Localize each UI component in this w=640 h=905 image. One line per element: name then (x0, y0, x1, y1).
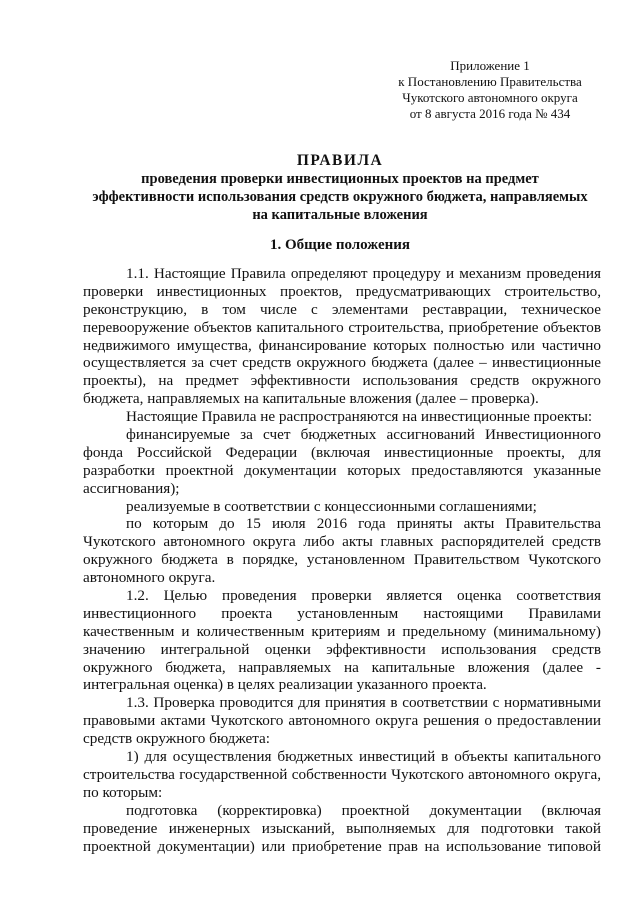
body-line: Чукотского автономного округа либо акты главных распорядителей средств (83, 533, 601, 551)
body-line: осуществляется за счет средств окружного бюджета (далее – инвестиционные (83, 354, 601, 372)
appendix-line: от 8 августа 2016 года № 434 (409, 106, 571, 121)
appendix-block (380, 58, 600, 122)
body-line: средств окружного бюджета: (83, 730, 271, 748)
body-line: недвижимого имущества, финансирование которых полностью или частично (83, 336, 601, 354)
body-line: окружного бюджета в порядке, установленном Правительством Чукотского (83, 551, 601, 569)
body-line: 1.2. Целью проведения проверки является оценка соответствия (126, 587, 601, 605)
body-line: проведение инженерных изысканий, выполняемых для подготовки такой (83, 819, 601, 837)
body-line: по которым: (83, 783, 163, 801)
body-line: фонда Российской Федерации (включая инвестиционные проекты, для (83, 443, 601, 461)
body-line: автономного округа. (83, 569, 216, 587)
subtitle-line: эффективности использования средств окружного бюджета, направляемых (92, 189, 588, 205)
body-line: Настоящие Правила не распространяются на инвестиционные проекты: (126, 408, 593, 426)
body-line: ассигнования); (83, 479, 180, 497)
body-line: интегральная оценка) в целях реализации указанного проекта. (83, 676, 487, 694)
body-line: значению интегральной оценки эффективности использования средств (83, 640, 601, 658)
section-heading: 1. Общие положения (269, 237, 411, 253)
appendix-line: к Постановлению Правительства (398, 74, 582, 89)
body-line: правовыми актами Чукотского автономного округа решения о предоставлении (83, 712, 601, 730)
body-line: разработки проектной документации которых предоставляются указанные (83, 461, 601, 479)
body-line: финансируемые за счет бюджетных ассигнований Инвестиционного (126, 426, 601, 444)
body-line: по которым до 15 июля 2016 года приняты акты Правительства (126, 515, 601, 533)
body-line: инвестиционного проекта установленным настоящими Правилами (83, 604, 601, 622)
document-title: ПРАВИЛА (296, 152, 384, 169)
body-line: строительства государственной собственности Чукотского автономного округа, (83, 765, 601, 783)
appendix-line: Приложение 1 (450, 58, 530, 73)
body-line: качественным и количественным критериям и предельному (минимальному) (83, 622, 601, 640)
appendix-line: Чукотского автономного округа (402, 90, 578, 105)
body-line: подготовка (корректировка) проектной документации (включая (126, 801, 601, 819)
body-line: проектной документации) или приобретение прав на использование типовой (83, 837, 601, 855)
body-line: 1.1. Настоящие Правила определяют процедуру и механизм проведения (126, 265, 601, 282)
body-line: перевооружение объектов капитального строительства, приобретение объектов (83, 318, 601, 336)
subtitle-line: на капитальные вложения (252, 207, 428, 223)
body-line: 1) для осуществления бюджетных инвестиций в объекты капитального (126, 748, 601, 766)
body-text (83, 265, 601, 855)
body-line: 1.3. Проверка проводится для принятия в соответствии с нормативными (126, 694, 601, 712)
body-line: бюджета, направляемых на капитальные вложения (далее – проверка). (83, 390, 539, 408)
body-line: проверки инвестиционных проектов, предусматривающих строительство, (83, 282, 601, 300)
subtitle-line: проведения проверки инвестиционных проектов на предмет (141, 171, 539, 187)
body-line: реализуемые в соответствии с концессионными соглашениями; (126, 497, 537, 515)
body-line: окружного бюджета, направляемых на капитальные вложения (далее - (83, 658, 601, 676)
body-line: проекты), на предмет эффективности использования средств окружного (83, 372, 601, 390)
document-subtitle (40, 170, 640, 224)
body-line: реконструкцию, в том числе с элементами реставрации, техническое (83, 300, 601, 318)
